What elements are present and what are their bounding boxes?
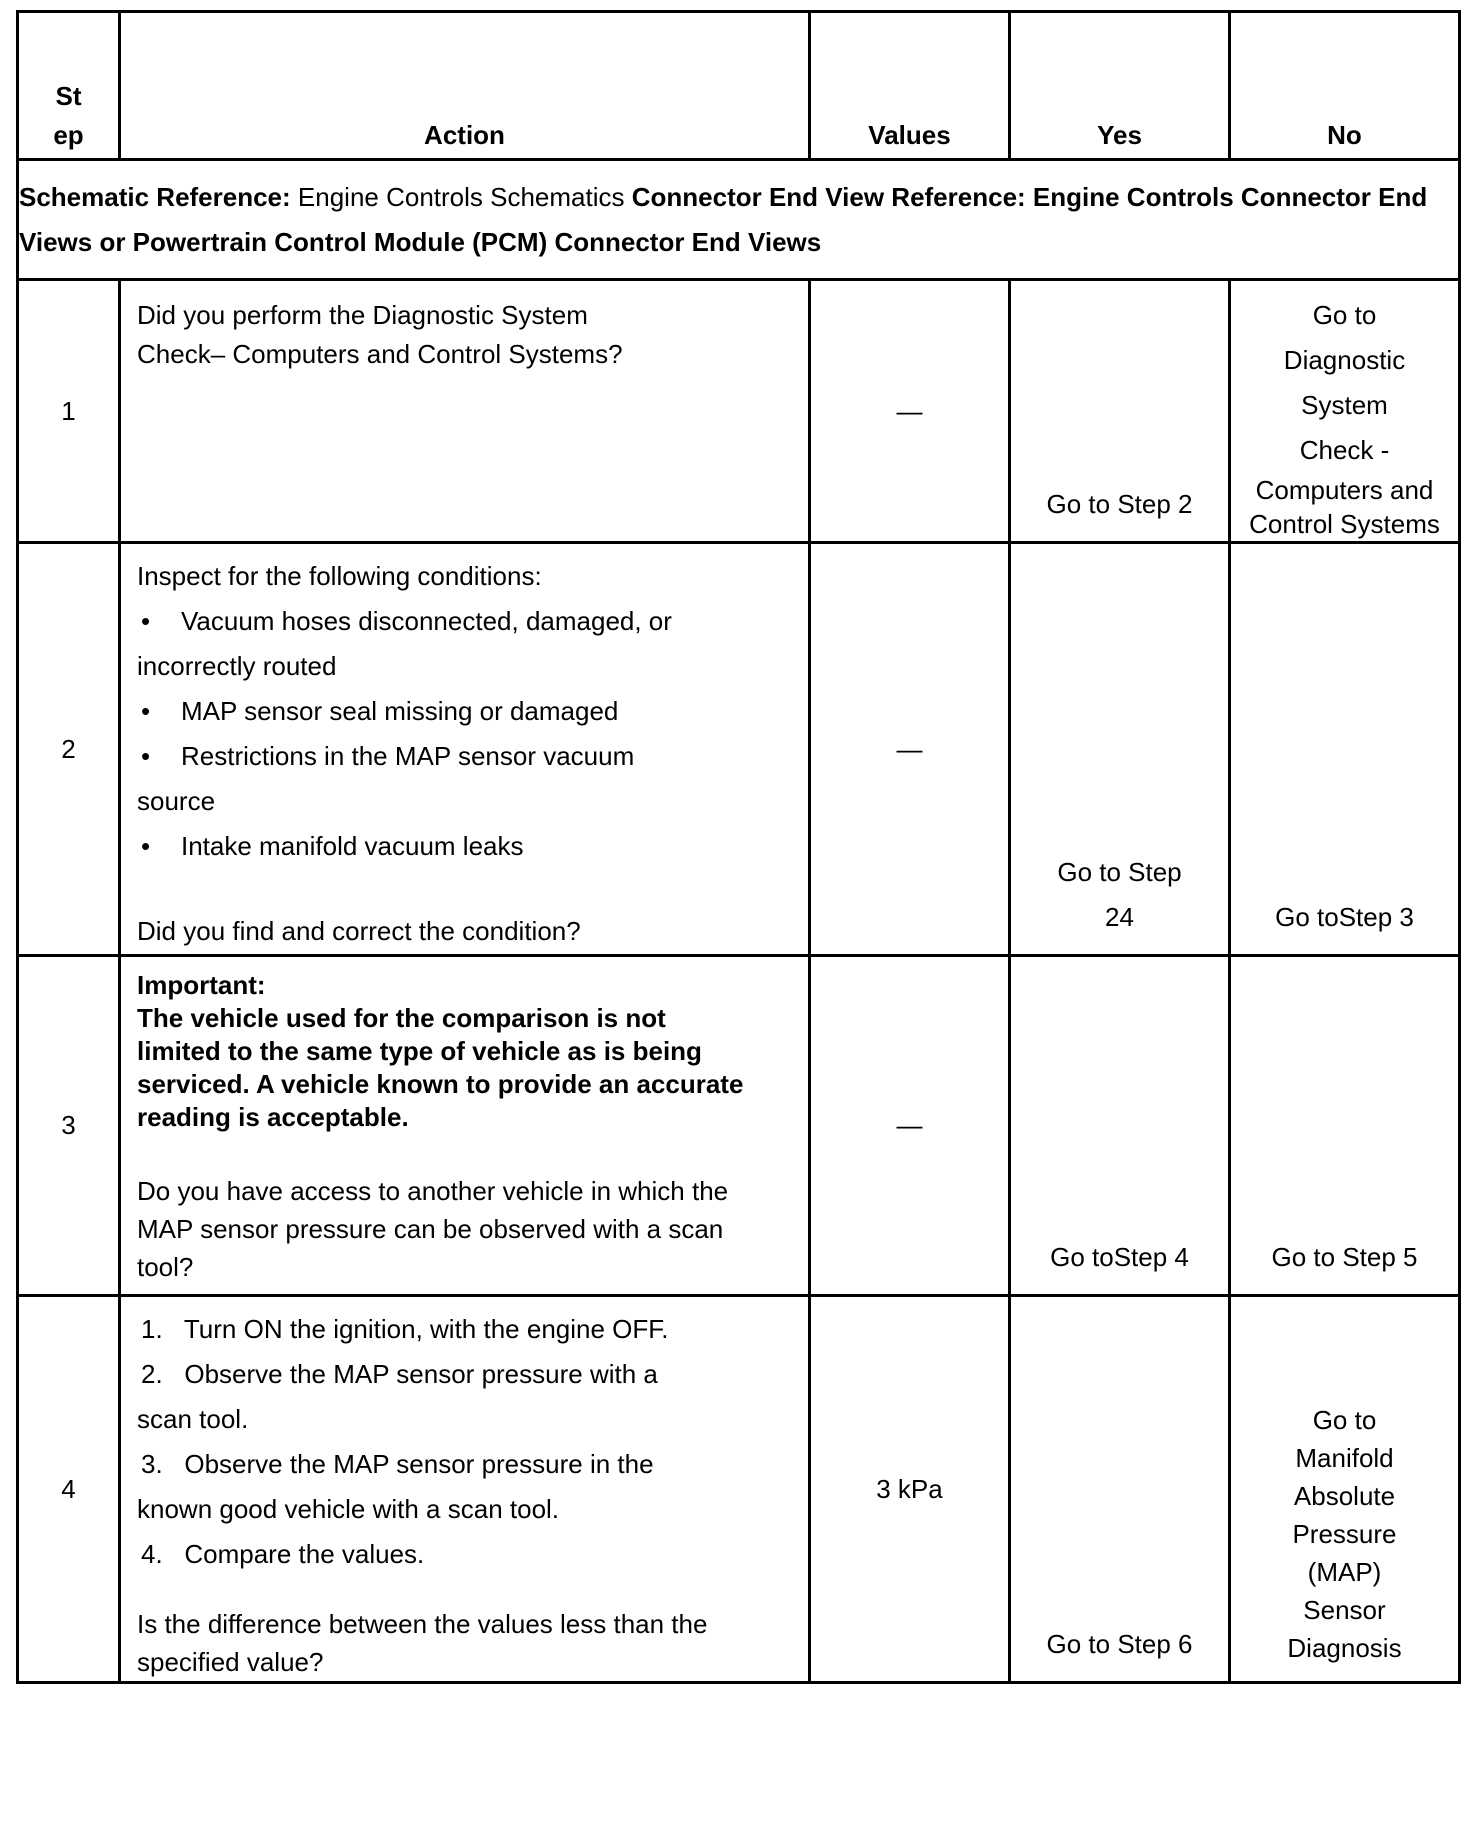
no-text: (MAP) bbox=[1307, 1557, 1382, 1587]
numbered-item: 3. Observe the MAP sensor pressure in the bbox=[141, 1449, 654, 1479]
bullet-continuation: incorrectly routed bbox=[137, 651, 337, 681]
no-text: Diagnosis bbox=[1287, 1633, 1402, 1663]
bullet-item: • MAP sensor seal missing or damaged bbox=[137, 689, 792, 734]
important-text: The vehicle used for the comparison is not limited to the same type of vehicle as is being serviced. A vehicle known to provide an accurate reading is acceptable. bbox=[137, 1003, 744, 1132]
step-row-1 bbox=[18, 280, 1460, 543]
no-text: Check - bbox=[1299, 435, 1390, 465]
schematic-reference-label: Schematic Reference: bbox=[19, 181, 291, 212]
no-cell bbox=[1230, 1296, 1460, 1683]
step-number: 1 bbox=[18, 280, 120, 543]
action-cell bbox=[120, 280, 810, 543]
no-text: Control Systems bbox=[1249, 509, 1440, 539]
diagnostic-table bbox=[16, 10, 1461, 1684]
no-text: Go to bbox=[1312, 300, 1377, 330]
action-question: Did you find and correct the condition? bbox=[137, 916, 581, 946]
action-cell bbox=[120, 1296, 810, 1683]
yes-cell: Go to Step 2 bbox=[1010, 280, 1230, 543]
step-number: 2 bbox=[18, 543, 120, 956]
no-text: Go to bbox=[1312, 1405, 1377, 1435]
value-cell: — bbox=[810, 280, 1010, 543]
no-text: System bbox=[1301, 390, 1388, 420]
no-text: Manifold bbox=[1295, 1443, 1394, 1473]
connector-reference: Connector End View Reference: Engine Controls Connector End Views or Powertrain Control Module (PCM) Connector End Views bbox=[19, 181, 1428, 257]
step-row-3 bbox=[18, 956, 1460, 1296]
numbered-item: 2. Observe the MAP sensor pressure with a bbox=[141, 1359, 658, 1389]
header-row bbox=[18, 12, 1460, 160]
no-text: Computers and bbox=[1255, 475, 1434, 505]
no-cell: Go to Step 5 bbox=[1230, 956, 1460, 1296]
step-row-4 bbox=[18, 1296, 1460, 1683]
step-number: 3 bbox=[18, 956, 120, 1296]
bullet-item: • Vacuum hoses disconnected, damaged, or bbox=[137, 599, 792, 644]
header-no: No bbox=[1230, 12, 1460, 160]
no-cell bbox=[1230, 280, 1460, 543]
step-row-2 bbox=[18, 543, 1460, 956]
bullet-item: • Intake manifold vacuum leaks bbox=[137, 824, 792, 869]
no-text: Pressure bbox=[1292, 1519, 1397, 1549]
yes-cell: Go toStep 4 bbox=[1010, 956, 1230, 1296]
value-cell: — bbox=[810, 543, 1010, 956]
header-step: St ep bbox=[18, 12, 120, 160]
action-text: Check– Computers and Control Systems? bbox=[137, 339, 623, 369]
action-cell bbox=[120, 956, 810, 1296]
action-cell bbox=[120, 543, 810, 956]
header-yes: Yes bbox=[1010, 12, 1230, 160]
no-text: Absolute bbox=[1293, 1481, 1396, 1511]
yes-cell bbox=[1010, 543, 1230, 956]
step-number: 4 bbox=[18, 1296, 120, 1683]
numbered-item: 1. Turn ON the ignition, with the engine OFF. bbox=[141, 1314, 669, 1344]
bullet-continuation: source bbox=[137, 786, 216, 816]
numbered-item: 4. Compare the values. bbox=[141, 1539, 425, 1569]
header-values: Values bbox=[810, 12, 1010, 160]
reference-cell bbox=[18, 160, 1460, 280]
header-action: Action bbox=[120, 12, 810, 160]
action-intro: Inspect for the following conditions: bbox=[137, 561, 542, 591]
numbered-item: known good vehicle with a scan tool. bbox=[137, 1494, 560, 1524]
yes-cell: Go to Step 6 bbox=[1010, 1296, 1230, 1683]
yes-text: Go to Step bbox=[1057, 857, 1182, 887]
value-cell: — bbox=[810, 956, 1010, 1296]
schematic-reference-value: Engine Controls Schematics bbox=[290, 181, 632, 212]
value-cell: 3 kPa bbox=[810, 1296, 1010, 1683]
no-cell: Go toStep 3 bbox=[1230, 543, 1460, 956]
no-text: Sensor bbox=[1303, 1595, 1386, 1625]
important-label: Important: bbox=[137, 970, 266, 1000]
action-text: Did you perform the Diagnostic System bbox=[137, 300, 588, 330]
reference-row bbox=[18, 160, 1460, 280]
no-text: Diagnostic bbox=[1283, 345, 1406, 375]
yes-text: 24 bbox=[1105, 902, 1134, 932]
action-question: Do you have access to another vehicle in which the MAP sensor pressure can be observed with a scan tool? bbox=[137, 1176, 729, 1282]
action-question: Is the difference between the values less than the specified value? bbox=[137, 1609, 708, 1677]
numbered-item: scan tool. bbox=[137, 1404, 249, 1434]
bullet-item: • Restrictions in the MAP sensor vacuum bbox=[137, 734, 792, 779]
